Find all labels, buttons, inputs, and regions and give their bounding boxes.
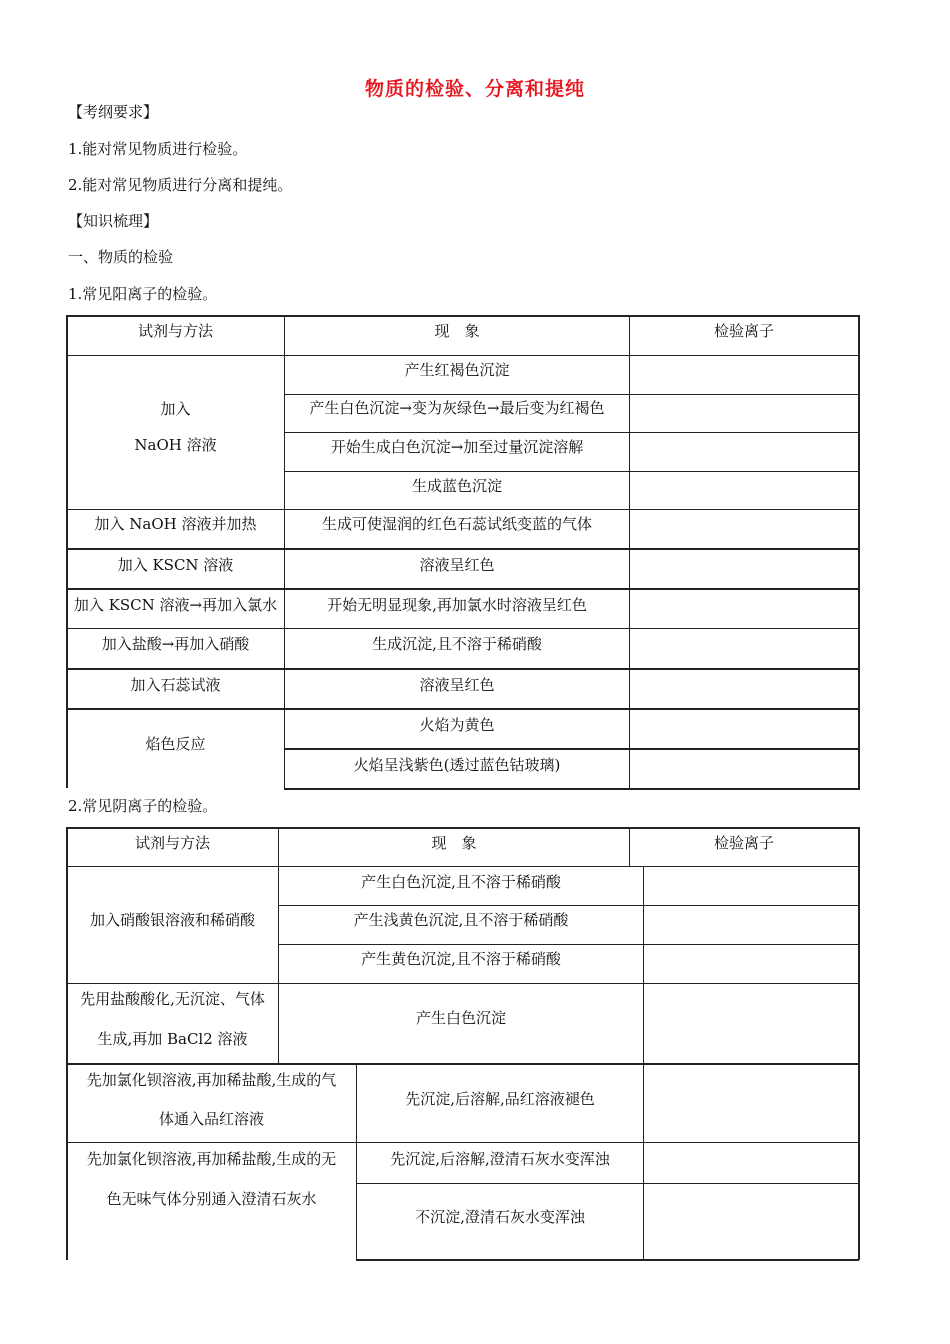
cation-phenomenon: 溶液呈红色	[419, 675, 495, 694]
anion-phenomenon: 产生白色沉淀,且不溶于稀硝酸	[361, 872, 561, 891]
page-title: 物质的检验、分离和提纯	[364, 78, 585, 100]
cation-phenomenon: 产生红褐色沉淀	[404, 360, 510, 379]
section-knowledge: 【知识梳理】	[68, 212, 159, 230]
cation-phenomenon: 开始无明显现象,再加氯水时溶液呈红色	[327, 595, 587, 614]
anion-method-bacl2-lime-line2: 色无味气体分别通入澄清石灰水	[106, 1189, 317, 1208]
cation-header-phenomenon: 现 象	[434, 321, 480, 340]
anion-phenomenon: 先沉淀,后溶解,澄清石灰水变浑浊	[390, 1149, 610, 1168]
cation-heading: 1.常见阳离子的检验。	[68, 285, 218, 303]
anion-phenomenon: 产生黄色沉淀,且不溶于稀硝酸	[361, 949, 561, 968]
anion-header-ion: 检验离子	[713, 833, 774, 852]
cation-header-method: 试剂与方法	[137, 321, 213, 340]
anion-header-method: 试剂与方法	[134, 833, 210, 852]
anion-method-bacl2-lime-line1: 先加氯化钡溶液,再加稀盐酸,生成的无	[86, 1149, 337, 1168]
cation-phenomenon: 生成蓝色沉淀	[411, 476, 502, 495]
anion-method-agno3: 加入硝酸银溶液和稀硝酸	[89, 910, 255, 929]
cation-method-naoh-heat: 加入 NaOH 溶液并加热	[94, 514, 257, 533]
cation-phenomenon: 开始生成白色沉淀→加至过量沉淀溶解	[330, 437, 584, 456]
cation-phenomenon: 生成可使湿润的红色石蕊试纸变蓝的气体	[321, 514, 592, 533]
cation-method-naoh-line1: 加入	[160, 399, 191, 418]
cation-method-flame: 焰色反应	[145, 734, 206, 753]
cation-phenomenon: 火焰为黄色	[419, 715, 495, 734]
cation-method-naoh-line2: NaOH 溶液	[134, 435, 217, 454]
requirement-1: 1.能对常见物质进行检验。	[68, 140, 248, 158]
anion-phenomenon: 先沉淀,后溶解,品红溶液褪色	[405, 1089, 595, 1108]
cation-method-hcl-hno3: 加入盐酸→再加入硝酸	[101, 634, 250, 653]
anion-heading: 2.常见阴离子的检验。	[68, 797, 218, 815]
cation-method-kscn-cl2: 加入 KSCN 溶液→再加入氯水	[73, 595, 278, 614]
cation-phenomenon: 生成沉淀,且不溶于稀硝酸	[372, 634, 542, 653]
section-exam-requirements: 【考纲要求】	[68, 103, 159, 121]
cation-method-kscn: 加入 KSCN 溶液	[117, 555, 234, 574]
anion-method-bacl2-pink-line2: 体通入品红溶液	[158, 1109, 264, 1128]
requirement-2: 2.能对常见物质进行分离和提纯。	[68, 176, 293, 194]
anion-method-bacl2-pink-line1: 先加氯化钡溶液,再加稀盐酸,生成的气	[86, 1070, 337, 1089]
anion-phenomenon: 产生浅黄色沉淀,且不溶于稀硝酸	[353, 910, 569, 929]
cation-header-ion: 检验离子	[713, 321, 774, 340]
anion-header-phenomenon: 现 象	[431, 833, 477, 852]
cation-method-litmus: 加入石蕊试液	[130, 675, 221, 694]
cation-phenomenon: 火焰呈浅紫色(透过蓝色钴玻璃)	[353, 755, 561, 774]
anion-method-hcl-bacl2-line2: 生成,再加 BaCl2 溶液	[97, 1029, 248, 1048]
part-1-heading: 一、物质的检验	[68, 248, 174, 266]
cation-phenomenon: 溶液呈红色	[419, 555, 495, 574]
anion-phenomenon: 不沉淀,澄清石灰水变浑浊	[415, 1207, 585, 1226]
anion-method-hcl-bacl2-line1: 先用盐酸酸化,无沉淀、气体	[80, 989, 265, 1008]
cation-phenomenon: 产生白色沉淀→变为灰绿色→最后变为红褐色	[309, 398, 605, 417]
anion-phenomenon: 产生白色沉淀	[415, 1008, 506, 1027]
